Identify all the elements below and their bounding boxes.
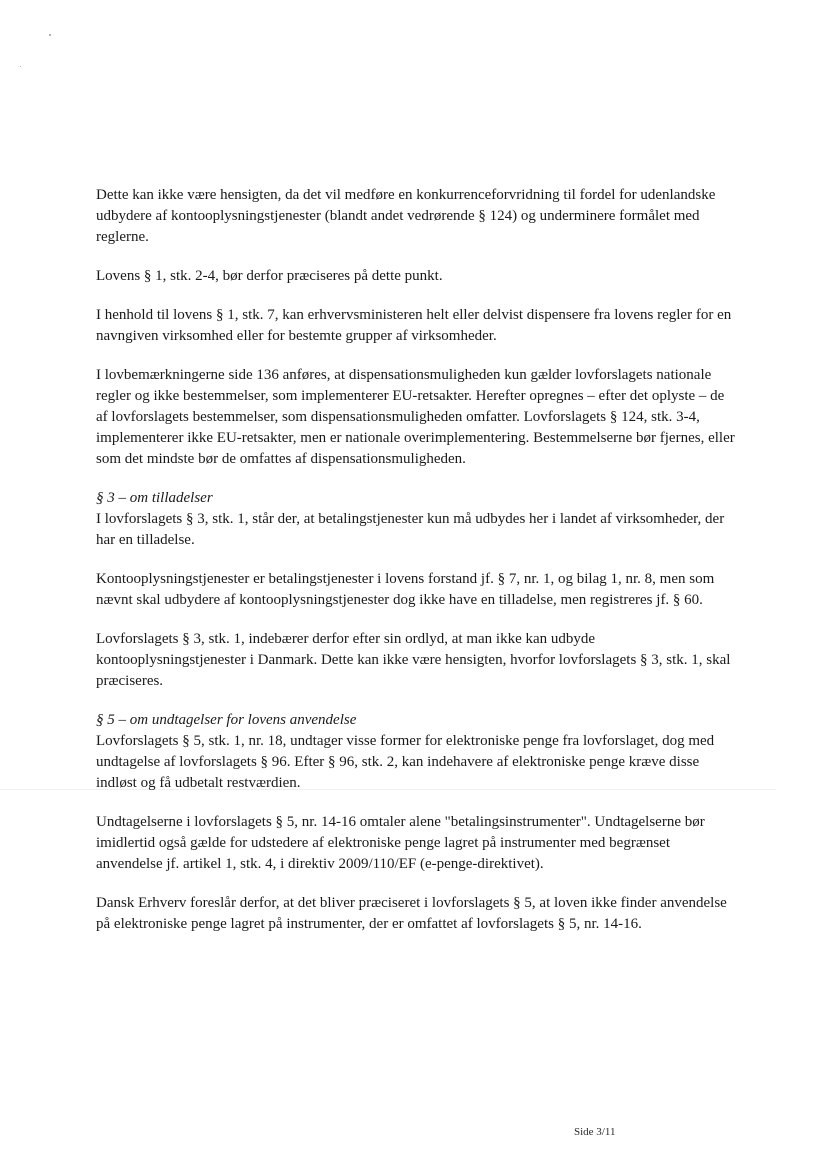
document-body [96, 185, 736, 953]
page-number: Side 3/11 [574, 1126, 616, 1138]
section-heading: § 5 – om undtagelser for lovens anvendelse [96, 712, 357, 728]
section-heading: § 3 – om tilladelser [96, 490, 213, 506]
paragraph: I lovforslagets § 3, stk. 1, står der, at betalingstjenester kun må udbydes her i landet af virksomheder, der har en tilladelse. [96, 511, 725, 548]
paragraph: Lovforslagets § 3, stk. 1, indebærer derfor efter sin ordlyd, at man ikke kan udbyde kontooplysningstjenester i Danmark. Dette kan ikke være hensigten, hvorfor lovforslagets § 3, stk. 1, skal præciseres. [96, 631, 731, 689]
paragraph: Dansk Erhverv foreslår derfor, at det bliver præciseret i lovforslagets § 5, at loven ikke finder anvendelse på elektroniske penge lagret på instrumenter, der er omfattet af lovforslagets § 5, nr. 14-16. [96, 895, 727, 932]
paragraph: Lovforslagets § 5, stk. 1, nr. 18, undtager visse former for elektroniske penge fra lovforslaget, dog med undtagelse af lovforslagets § 96. Efter § 96, stk. 2, kan indehavere af elektroniske penge kræve disse indløst og få udbetalt restværdien. [96, 733, 715, 791]
scan-speck [49, 34, 51, 36]
paragraph: Kontooplysningstjenester er betalingstjenester i lovens forstand jf. § 7, nr. 1, og bilag 1, nr. 8, men som nævnt skal udbydere af kontooplysningstjenester dog ikke have en tilladelse, men registreres jf. § 60. [96, 571, 715, 608]
scan-speck [20, 66, 21, 67]
paragraph: Undtagelserne i lovforslagets § 5, nr. 14-16 omtaler alene "betalingsinstrumenter". Undtagelserne bør imidlertid også gælde for udstedere af elektroniske penge lagret på instrumenter med begrænset anvendelse jf. artikel 1, stk. 4, i direktiv 2009/110/EF (e-penge-direktivet). [96, 814, 705, 872]
paragraph: Dette kan ikke være hensigten, da det vil medføre en konkurrenceforvridning til fordel for udenlandske udbydere af kontooplysningstjenester (blandt andet vedrørende § 124) og underminere formålet med reglerne. [96, 187, 716, 245]
paragraph: I lovbemærkningerne side 136 anføres, at dispensationsmuligheden kun gælder lovforslagets nationale regler og ikke bestemmelser, som implementerer EU-retsakter. Herefter opregnes – efter det oplyste – de af lovforslagets bestemmelser, som dispensationsmuligheden omfatter. Lovforslagets § 124, stk. 3-4, implementerer ikke EU-retsakter, men er nationale overimplementering. Bestemmelserne bør fjernes, eller som det mindste bør de omfattes af dispensationsmuligheden. [96, 367, 735, 467]
paragraph: Lovens § 1, stk. 2-4, bør derfor præciseres på dette punkt. [96, 268, 443, 284]
paragraph: I henhold til lovens § 1, stk. 7, kan erhvervsministeren helt eller delvist dispensere fra lovens regler for en navngiven virksomhed eller for bestemte grupper af virksomheder. [96, 307, 732, 344]
